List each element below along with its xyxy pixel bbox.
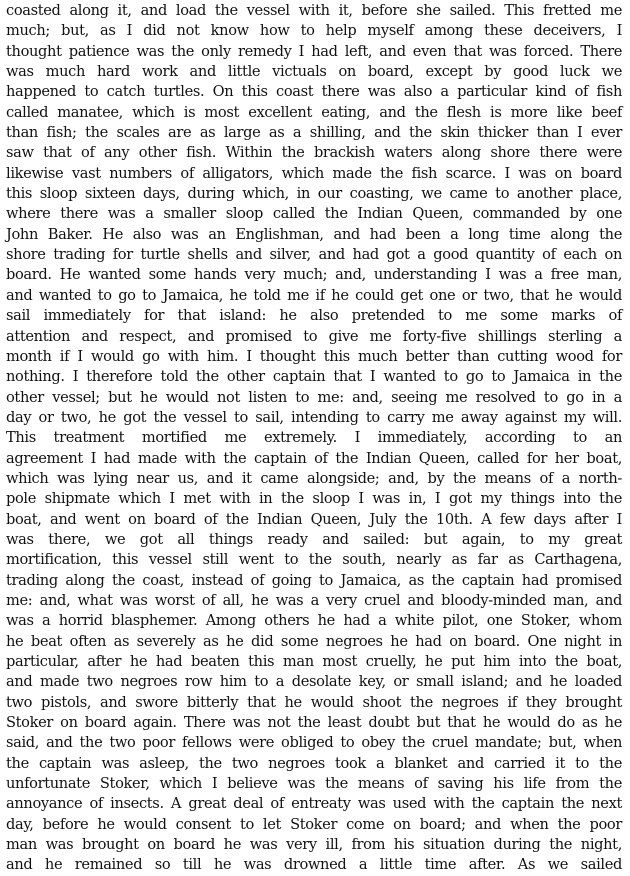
text-line: than fish; the scales are as large as a shilling, and the skin thicker than I ever <box>6 124 622 142</box>
text-line: thought patience was the only remedy I had left, and even that was forced. There <box>6 42 622 60</box>
text-line: me: and, what was worst of all, he was a very cruel and bloody-minded man, and <box>6 591 622 609</box>
text-line: annoyance of insects. A great deal of entreaty was used with the captain the next <box>6 795 622 813</box>
text-line: month if I would go with him. I thought this much better than cutting wood for <box>6 347 622 365</box>
text-line: unfortunate Stoker, which I believe was the means of saving his life from the <box>6 775 622 793</box>
text-line: saw that of any other fish. Within the brackish waters along shore there were <box>6 144 622 162</box>
text-line: was a horrid blasphemer. Among others he had a white pilot, one Stoker, whom <box>6 612 622 630</box>
text-line: he beat often as severely as he did some negroes he had on board. One night in <box>6 632 622 650</box>
text-line: coasted along it, and load the vessel with it, before she sailed. This fretted me <box>6 2 622 19</box>
text-line: particular, after he had beaten this man most cruelly, he put him into the boat, <box>6 653 622 670</box>
text-line: and he remained so till he was drowned a little time after. As we sailed <box>6 856 622 874</box>
text-line: said, and the two poor fellows were obliged to obey the cruel mandate; but, when <box>6 734 622 752</box>
text-line: day or two, he got the vessel to sail, intending to carry me away against my will. <box>6 408 622 426</box>
text-line: called manatee, which is most excellent eating, and the flesh is more like beef <box>6 103 622 121</box>
text-line: John Baker. He also was an Englishman, and had been a long time along the <box>6 225 622 243</box>
text-line: mortification, this vessel still went to the south, nearly as far as Carthagena, <box>6 551 622 569</box>
text-line: was much hard work and little victuals on board, except by good luck we <box>6 63 622 81</box>
text-line: boat, and went on board of the Indian Queen, July the 10th. A few days after I <box>6 510 622 528</box>
text-line: attention and respect, and promised to give me forty-five shillings sterling a <box>6 327 622 345</box>
text-line: other vessel; but he would not listen to me: and, seeing me resolved to go in a <box>6 388 622 406</box>
text-line: likewise vast numbers of alligators, which made the fish scarce. I was on board <box>6 164 622 182</box>
document-page <box>6 1 622 874</box>
text-line: agreement I had made with the captain of the Indian Queen, called for her boat, <box>6 449 622 467</box>
text-line: and made two negroes row him to a desolate key, or small island; and he loaded <box>6 673 622 691</box>
text-line: This treatment mortified me extremely. I immediately, according to an <box>6 429 622 447</box>
text-line: day, before he would consent to let Stoker come on board; and when the poor <box>6 815 622 833</box>
text-line: pole shipmate which I met with in the sloop I was in, I got my things into the <box>6 490 622 508</box>
text-line: trading along the coast, instead of going to Jamaica, as the captain had promised <box>6 571 622 589</box>
text-line: happened to catch turtles. On this coast there was also a particular kind of fish <box>6 83 622 101</box>
text-line: was there, we got all things ready and sailed: but again, to my great <box>6 530 622 548</box>
text-line: nothing. I therefore told the other captain that I wanted to go to Jamaica in the <box>6 368 622 386</box>
body-paragraph <box>6 1 622 876</box>
text-line: the captain was asleep, the two negroes took a blanket and carried it to the <box>6 754 622 772</box>
text-line: man was brought on board he was very ill, from his situation during the night, <box>6 836 622 854</box>
text-line: shore trading for turtle shells and silver, and had got a good quantity of each on <box>6 246 622 264</box>
text-line: where there was a smaller sloop called the Indian Queen, commanded by one <box>6 205 622 223</box>
text-line: this sloop sixteen days, during which, in our coasting, we came to another place, <box>6 185 622 203</box>
text-line: Stoker on board again. There was not the least doubt but that he would do as he <box>6 714 622 732</box>
text-line: much; but, as I did not know how to help myself among these deceivers, I <box>6 22 622 40</box>
text-line: which was lying near us, and it came alongside; and, by the means of a north- <box>6 469 622 487</box>
text-line: sail immediately for that island: he also pretended to me some marks of <box>6 307 622 325</box>
text-line: and wanted to go to Jamaica, he told me if he could get one or two, that he would <box>6 286 622 304</box>
text-line: board. He wanted some hands very much; and, understanding I was a free man, <box>6 266 622 284</box>
text-line: two pistols, and swore bitterly that he would shoot the negroes if they brought <box>6 693 622 711</box>
